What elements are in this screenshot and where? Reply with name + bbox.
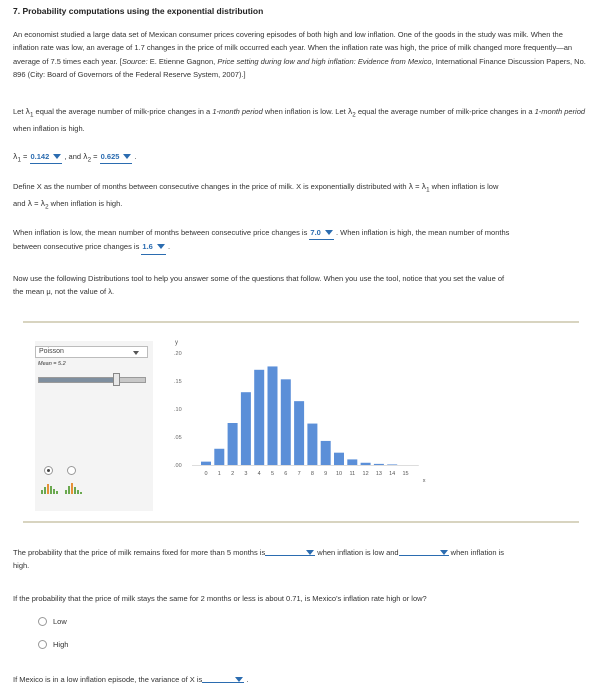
option-high-label: High (53, 640, 69, 649)
y-tick-label: .05 (174, 435, 182, 441)
mean-paragraph: When inflation is low, the mean number of months between consecutive price changes is 7.0 . When inflation is high, the mean number of months between consecutive price changes is 1.6 . (13, 226, 589, 255)
divider-top (23, 321, 579, 323)
page-title: 7. Probability computations using the exponential distribution (13, 6, 264, 16)
lambda2-dropdown[interactable]: 0.625 (100, 150, 133, 164)
chevron-down-icon (157, 244, 165, 249)
bar (201, 462, 211, 465)
view-icons (40, 481, 96, 495)
chevron-down-icon (53, 154, 61, 159)
slider-fill (39, 378, 115, 382)
chevron-down-icon (306, 550, 314, 555)
bar (347, 459, 357, 465)
x-axis-label: x (422, 478, 426, 484)
mean-high-dropdown[interactable]: 1.6 (141, 240, 165, 254)
bar-chart-icon[interactable] (41, 484, 58, 494)
lambda-definition: Let $\lambda_1$ equal the average number of milk-price changes in a 1-month period when inflation is low. Let $\lambda_2$ equal the average number of milk-price changes in a 1-month period when inflation is high. (13, 107, 586, 133)
bar-chart-outline-icon[interactable] (65, 483, 82, 494)
slider-handle[interactable] (113, 373, 120, 386)
chevron-down-icon (440, 550, 448, 555)
x-tick-label: 0 (204, 471, 208, 477)
chevron-down-icon (325, 230, 333, 235)
y-tick-label: .20 (174, 351, 182, 357)
distribution-select[interactable]: Poisson (35, 346, 148, 358)
y-tick-label: .15 (174, 379, 182, 385)
x-tick-label: 3 (244, 471, 248, 477)
lambda-answers: $\lambda_1 = 0.142$ , and $\lambda_2 = 0.625$ . (13, 152, 137, 164)
bar (281, 379, 291, 465)
question-2: If the probability that the price of milk stays the same for 2 months or less is about 0.71, is Mexico's inflation rate high or low? (13, 594, 427, 603)
prob-low-dropdown[interactable] (265, 546, 315, 556)
chevron-down-icon (133, 351, 139, 355)
bar (254, 370, 264, 465)
bar (294, 401, 304, 465)
x-tick-label: 4 (257, 471, 261, 477)
option-high-radio[interactable] (38, 640, 47, 649)
bar (214, 449, 224, 465)
bar (268, 366, 278, 465)
prob-high-dropdown[interactable] (399, 546, 449, 556)
pmf-view-radio[interactable] (44, 466, 53, 475)
x-tick-label: 1 (217, 471, 221, 477)
x-tick-label: 2 (231, 471, 235, 477)
x-tick-label: 10 (335, 471, 343, 477)
chevron-down-icon (235, 677, 243, 682)
bar (374, 464, 384, 465)
bar (361, 463, 371, 465)
tool-instructions: Now use the following Distributions tool to help you answer some of the questions that follow. When you use the tool, notice that you set the value of the mean μ, not the value of λ. (13, 274, 505, 297)
x-tick-label: 13 (375, 471, 382, 477)
x-tick-label: 5 (270, 471, 275, 477)
x-tick-label: 6 (284, 471, 288, 477)
x-tick-label: 15 (402, 471, 409, 477)
divider-bottom (23, 521, 579, 523)
define-x-paragraph: Define X as the number of months between consecutive changes in the price of milk. X is exponentially distributed with $\lambda = \lambda_1$ when inflation is low and $\lambda = \lambda_2$ when inflation is high. (13, 182, 499, 211)
x-tick-label: 7 (297, 471, 301, 477)
lambda1-dropdown[interactable]: 0.142 (30, 150, 63, 164)
y-axis-label: y (175, 340, 178, 346)
option-low-radio[interactable] (38, 617, 47, 626)
cdf-view-radio[interactable] (67, 466, 76, 475)
bar (321, 441, 331, 465)
x-tick-label: 11 (349, 471, 356, 477)
mean-label: Mean = 5.2 (38, 361, 66, 367)
question-3: If Mexico is in a low inflation episode, the variance of X is . (13, 675, 249, 684)
bar (307, 424, 317, 465)
question-1: The probability that the price of milk remains fixed for more than 5 months is when inflation is low and when inflation is high. (13, 548, 505, 571)
chevron-down-icon (123, 154, 131, 159)
x-tick-label: 14 (389, 471, 396, 477)
bar (334, 453, 344, 465)
bar (387, 464, 397, 465)
y-tick-label: .10 (174, 407, 182, 413)
mean-low-dropdown[interactable]: 7.0 (309, 226, 333, 240)
bar (228, 423, 238, 465)
x-tick-label: 9 (324, 471, 328, 477)
x-tick-label: 8 (310, 471, 314, 477)
x-tick-label: 12 (362, 471, 369, 477)
bar (241, 392, 251, 465)
y-tick-label: .00 (174, 463, 182, 469)
variance-dropdown[interactable] (202, 673, 244, 683)
option-low-label: Low (53, 617, 67, 626)
distribution-chart (160, 330, 490, 490)
mean-slider[interactable] (38, 377, 146, 383)
intro-paragraph: An economist studied a large data set of Mexican consumer prices covering episodes of both high and low inflation. One of the goods in the study was milk. When the inflation rate was low, an average of 1.7 changes in the price of milk occurred each year. When the inflation rate was high, the price of milk changed more frequently—an average of 7.5 times each year. [Source: E. Etienne Gagnon, Price setting during low and high inflation: Evidence from Mexico, International Finance Discussion Papers, No. 896 (City: Board of Governors of the Federal Reserve System, 2007).] (13, 30, 586, 80)
